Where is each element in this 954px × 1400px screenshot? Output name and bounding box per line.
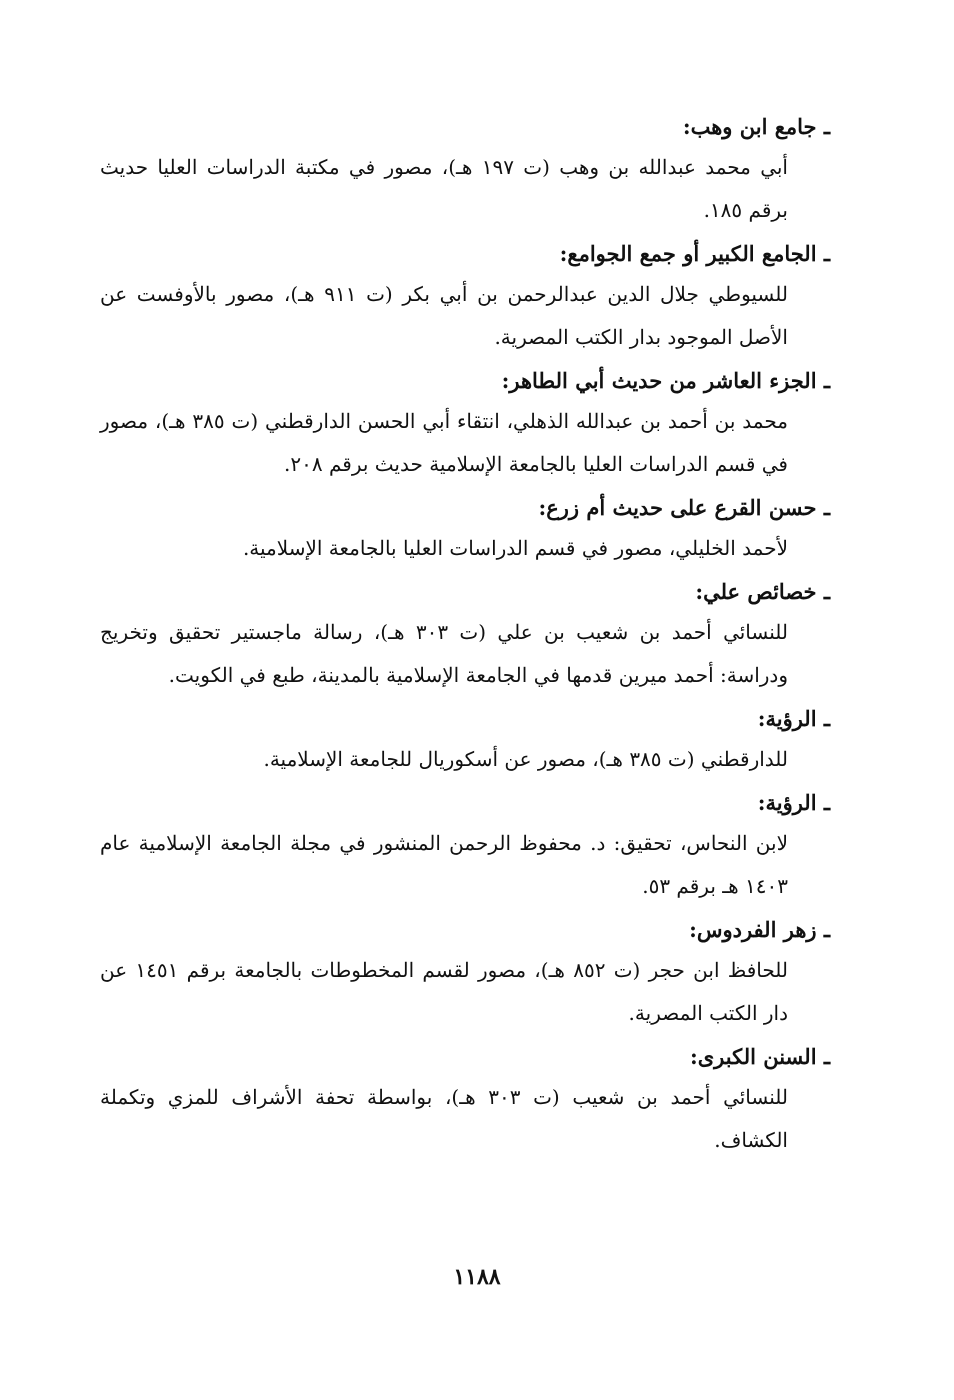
entry-husn-al-qar (100, 489, 830, 570)
entry-body: أبي محمد عبدالله بن وهب (ت ١٩٧ هـ)، مصور في مكتبة الدراسات العليا حديث برقم ١٨٥. (100, 155, 788, 222)
entry-title: ـ حسن القرع على حديث أم زرع: (538, 495, 830, 520)
entry-title: ـ الرؤية: (757, 706, 830, 731)
entry-title: ـ الجزء العاشر من حديث أبي الطاهر: (501, 368, 830, 393)
entry-title: ـ الجامع الكبير أو جمع الجوامع: (559, 241, 830, 266)
entry-al-sunan-al-kubra (100, 1038, 830, 1162)
entry-al-jami-al-kabir (100, 235, 830, 359)
entry-title: ـ زهر الفردوس: (689, 917, 830, 942)
entry-body: للنسائي أحمد بن شعيب بن علي (ت ٣٠٣ هـ)، رسالة ماجستير تحقيق وتخريج ودراسة: أحمد ميرين قدمها في الجامعة الإسلامية بالمدينة، طبع في الكويت. (100, 620, 788, 687)
entry-khasais-ali (100, 573, 830, 697)
entry-al-ruya-ibn-al-nahhas (100, 784, 830, 908)
bibliography-list (100, 108, 830, 1162)
entry-juz-abi-al-tahir (100, 362, 830, 486)
entry-title: ـ جامع ابن وهب: (682, 114, 830, 139)
entry-body: للنسائي أحمد بن شعيب (ت ٣٠٣ هـ)، بواسطة تحفة الأشراف للمزي وتكملة الكشاف. (100, 1085, 788, 1152)
page-number: ١١٨٨ (453, 1264, 501, 1290)
entry-body: للسيوطي جلال الدين عبدالرحمن بن أبي بكر (ت ٩١١ هـ)، مصور بالأوفست عن الأصل الموجود بدار الكتب المصرية. (100, 282, 788, 349)
entry-al-ruya-daraqutni (100, 700, 830, 781)
entry-body: محمد بن أحمد بن عبدالله الذهلي، انتقاء أبي الحسن الدارقطني (ت ٣٨٥ هـ)، مصور في قسم الدراسات العليا بالجامعة الإسلامية حديث برقم ٢٠٨. (100, 409, 788, 476)
entry-title: ـ خصائص علي: (695, 579, 830, 604)
entry-body: للحافظ ابن حجر (ت ٨٥٢ هـ)، مصور لقسم المخطوطات بالجامعة برقم ١٤٥١ عن دار الكتب المصرية. (100, 958, 789, 1025)
entry-title: ـ السنن الكبرى: (689, 1044, 830, 1069)
entry-body: لابن النحاس، تحقيق: د. محفوظ الرحمن المنشور في مجلة الجامعة الإسلامية عام ١٤٠٣ هـ برقم ٥٣. (100, 831, 788, 898)
entry-body: لأحمد الخليلي، مصور في قسم الدراسات العليا بالجامعة الإسلامية. (242, 536, 788, 560)
entry-title: ـ الرؤية: (757, 790, 830, 815)
entry-zahr-al-firdaws (100, 911, 830, 1035)
entry-body: للدارقطني (ت ٣٨٥ هـ)، مصور عن أسكوريال للجامعة الإسلامية. (263, 747, 788, 771)
entry-jami-ibn-wahb (100, 108, 830, 232)
